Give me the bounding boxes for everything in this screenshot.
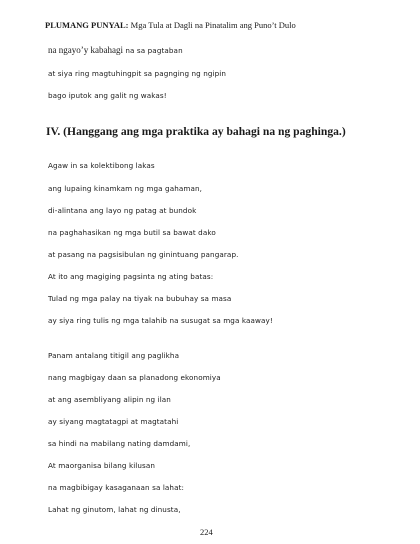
verse-line: ay siyang magtatagpi at magtatahi — [48, 417, 179, 426]
running-header-subtitle: Mga Tula at Dagli na Pinatalim ang Puno’t Dulo — [128, 20, 296, 30]
verse-line: ay siya ring tulis ng mga talahib na susugat sa mga kaaway! — [48, 316, 273, 325]
verse-line: At maorganisa bilang kilusan — [48, 461, 156, 470]
running-header — [45, 20, 405, 30]
verse-line-lead: na ngayo’y kabahagi — [48, 45, 123, 55]
section-heading: IV. (Hanggang ang mga praktika ay bahagi na ng paghinga.) — [46, 125, 346, 138]
verse-line: nang magbigay daan sa planadong ekonomiya — [48, 373, 221, 382]
verse-line: At ito ang magiging pagsinta ng ating batas: — [48, 272, 214, 281]
verse-line: Lahat ng ginutom, lahat ng dinusta, — [48, 505, 181, 514]
verse-line: Panam antalang titigil ang paglikha — [48, 351, 180, 360]
verse-line: na paghahasikan ng mga butil sa bawat dako — [48, 228, 216, 237]
verse-line-rest: na sa pagtaban — [122, 46, 183, 55]
verse-line: at siya ring magtuhingpit sa pagnging ng ngipin — [48, 69, 227, 78]
page-number: 224 — [200, 527, 213, 537]
verse-line: bago iputok ang galit ng wakas! — [48, 91, 167, 100]
verse-line: at pasang na pagsisibulan ng ginintuang pangarap. — [48, 250, 239, 259]
verse-line — [48, 45, 183, 55]
verse-line: ang lupaing kinamkam ng mga gahaman, — [48, 184, 202, 193]
running-header-title: PLUMANG PUNYAL: — [45, 20, 129, 30]
verse-line: Agaw in sa kolektibong lakas — [48, 161, 155, 170]
verse-line: na magbibigay kasaganaan sa lahat: — [48, 483, 185, 492]
verse-line: Tulad ng mga palay na tiyak na bubuhay sa masa — [48, 294, 232, 303]
verse-line: at ang asembliyang alipin ng ilan — [48, 395, 171, 404]
verse-line: sa hindi na mabilang nating damdami, — [48, 439, 191, 448]
verse-line: di-alintana ang layo ng patag at bundok — [48, 206, 197, 215]
